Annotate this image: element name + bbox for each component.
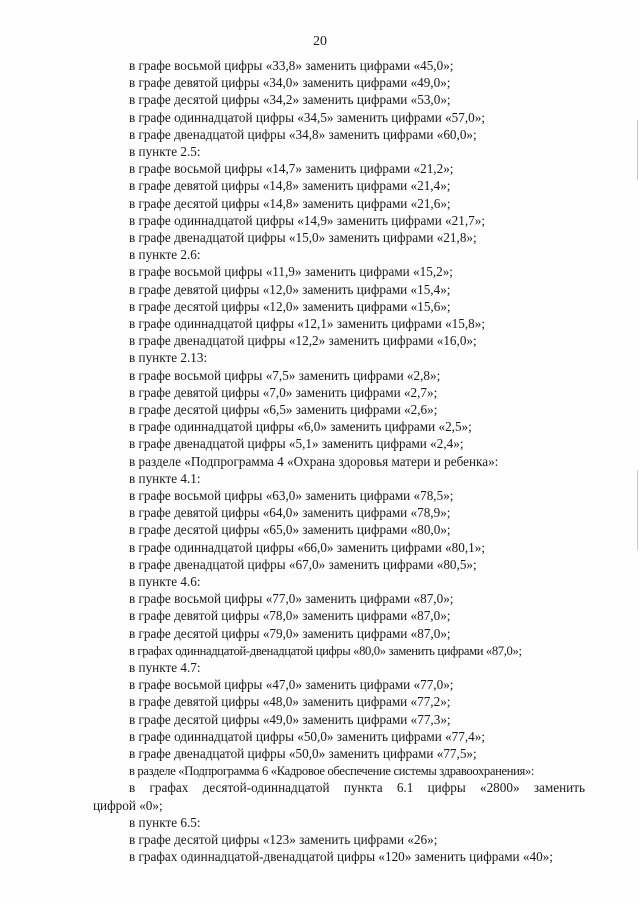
section-heading: в разделе «Подпрограмма 4 «Охрана здоровья матери и ребенка»: <box>129 453 499 469</box>
text-line-continuation: цифрой «0»; <box>93 797 163 813</box>
text-line: в графе восьмой цифры «63,0» заменить цифрами «78,5»; <box>129 488 454 503</box>
text-line: в графе девятой цифры «78,0» заменить цифрами «87,0»; <box>129 608 451 624</box>
text-line: в графе девятой цифры «7,0» заменить цифрами «2,7»; <box>129 384 438 400</box>
text-line: в графе десятой цифры «6,5» заменить цифрами «2,6»; <box>129 402 438 417</box>
text-line: в графе двенадцатой цифры «15,0» заменить цифрами «21,8»; <box>129 230 477 245</box>
clause-heading: в пункте 2.6: <box>129 247 201 263</box>
text-line: в графе двенадцатой цифры «5,1» заменить цифрами «2,4»; <box>129 436 464 452</box>
text-line: в графе десятой цифры «12,0» заменить цифрами «15,6»; <box>129 298 451 314</box>
text-line: в графах одиннадцатой-двенадцатой цифры «120» заменить цифрами «40»; <box>129 849 553 865</box>
clause-heading: в пункте 4.7: <box>129 660 201 675</box>
text-line: в графе восьмой цифры «77,0» заменить цифрами «87,0»; <box>129 591 454 607</box>
text-line: в графе одиннадцатой цифры «34,5» заменить цифрами «57,0»; <box>129 109 485 125</box>
text-line: в графе двенадцатой цифры «34,8» заменить цифрами «60,0»; <box>129 126 477 142</box>
clause-heading: в пункте 2.5: <box>129 144 201 159</box>
clause-heading: в пункте 4.1: <box>129 470 201 486</box>
text-line: в графе десятой цифры «123» заменить цифрами «26»; <box>129 832 438 847</box>
section-heading: в разделе «Подпрограмма 6 «Кадровое обеспечение системы здравоохранения»: <box>129 764 535 779</box>
text-line: в графе восьмой цифры «7,5» заменить цифрами «2,8»; <box>129 367 441 383</box>
text-line: в графе двенадцатой цифры «67,0» заменить цифрами «80,5»; <box>129 556 477 572</box>
text-line: в графе двенадцатой цифры «12,2» заменить цифрами «16,0»; <box>129 333 477 349</box>
text-line: в графе восьмой цифры «47,0» заменить цифрами «77,0»; <box>129 677 454 693</box>
text-line: в графе восьмой цифры «11,9» заменить цифрами «15,2»; <box>129 264 453 280</box>
text-line: в графах одиннадцатой-двенадцатой цифры «80,0» заменить цифрами «87,0»; <box>129 643 522 658</box>
text-line: в графе десятой цифры «34,2» заменить цифрами «53,0»; <box>129 92 451 108</box>
text-line: в графе одиннадцатой цифры «66,0» заменить цифрами «80,1»; <box>129 539 485 555</box>
text-line: в графе десятой цифры «14,8» заменить цифрами «21,6»; <box>129 195 451 211</box>
text-line: в графе двенадцатой цифры «50,0» заменить цифрами «77,5»; <box>129 746 477 761</box>
clause-heading: в пункте 6.5: <box>129 814 201 830</box>
text-line: в графе девятой цифры «34,0» заменить цифрами «49,0»; <box>129 75 451 91</box>
text-line: в графе девятой цифры «14,8» заменить цифрами «21,4»; <box>129 178 451 194</box>
text-line: в графе восьмой цифры «14,7» заменить цифрами «21,2»; <box>129 161 454 177</box>
clause-heading: в пункте 2.13: <box>129 350 208 366</box>
text-line: в графе девятой цифры «12,0» заменить цифрами «15,4»; <box>129 281 451 297</box>
text-line: в графе одиннадцатой цифры «12,1» заменить цифрами «15,8»; <box>129 316 485 331</box>
text-line: в графе восьмой цифры «33,8» заменить цифрами «45,0»; <box>129 58 454 73</box>
text-line: в графе девятой цифры «48,0» заменить цифрами «77,2»; <box>129 694 451 710</box>
text-line: в графах десятой-одиннадцатой пункта 6.1 цифры «2800» заменить <box>129 780 585 796</box>
text-line: в графе одиннадцатой цифры «6,0» заменить цифрами «2,5»; <box>129 419 472 435</box>
text-line: в графе десятой цифры «65,0» заменить цифрами «80,0»; <box>129 522 451 538</box>
text-line: в графе десятой цифры «49,0» заменить цифрами «77,3»; <box>129 711 451 727</box>
page-number: 20 <box>313 34 327 49</box>
text-line: в графе девятой цифры «64,0» заменить цифрами «78,9»; <box>129 505 451 521</box>
text-line: в графе одиннадцатой цифры «14,9» заменить цифрами «21,7»; <box>129 212 485 228</box>
clause-heading: в пункте 4.6: <box>129 574 201 589</box>
scan-edge-mark <box>637 120 638 180</box>
text-line: в графе десятой цифры «79,0» заменить цифрами «87,0»; <box>129 625 451 641</box>
scan-edge-mark <box>637 470 638 550</box>
text-line: в графе одиннадцатой цифры «50,0» заменить цифрами «77,4»; <box>129 728 485 744</box>
